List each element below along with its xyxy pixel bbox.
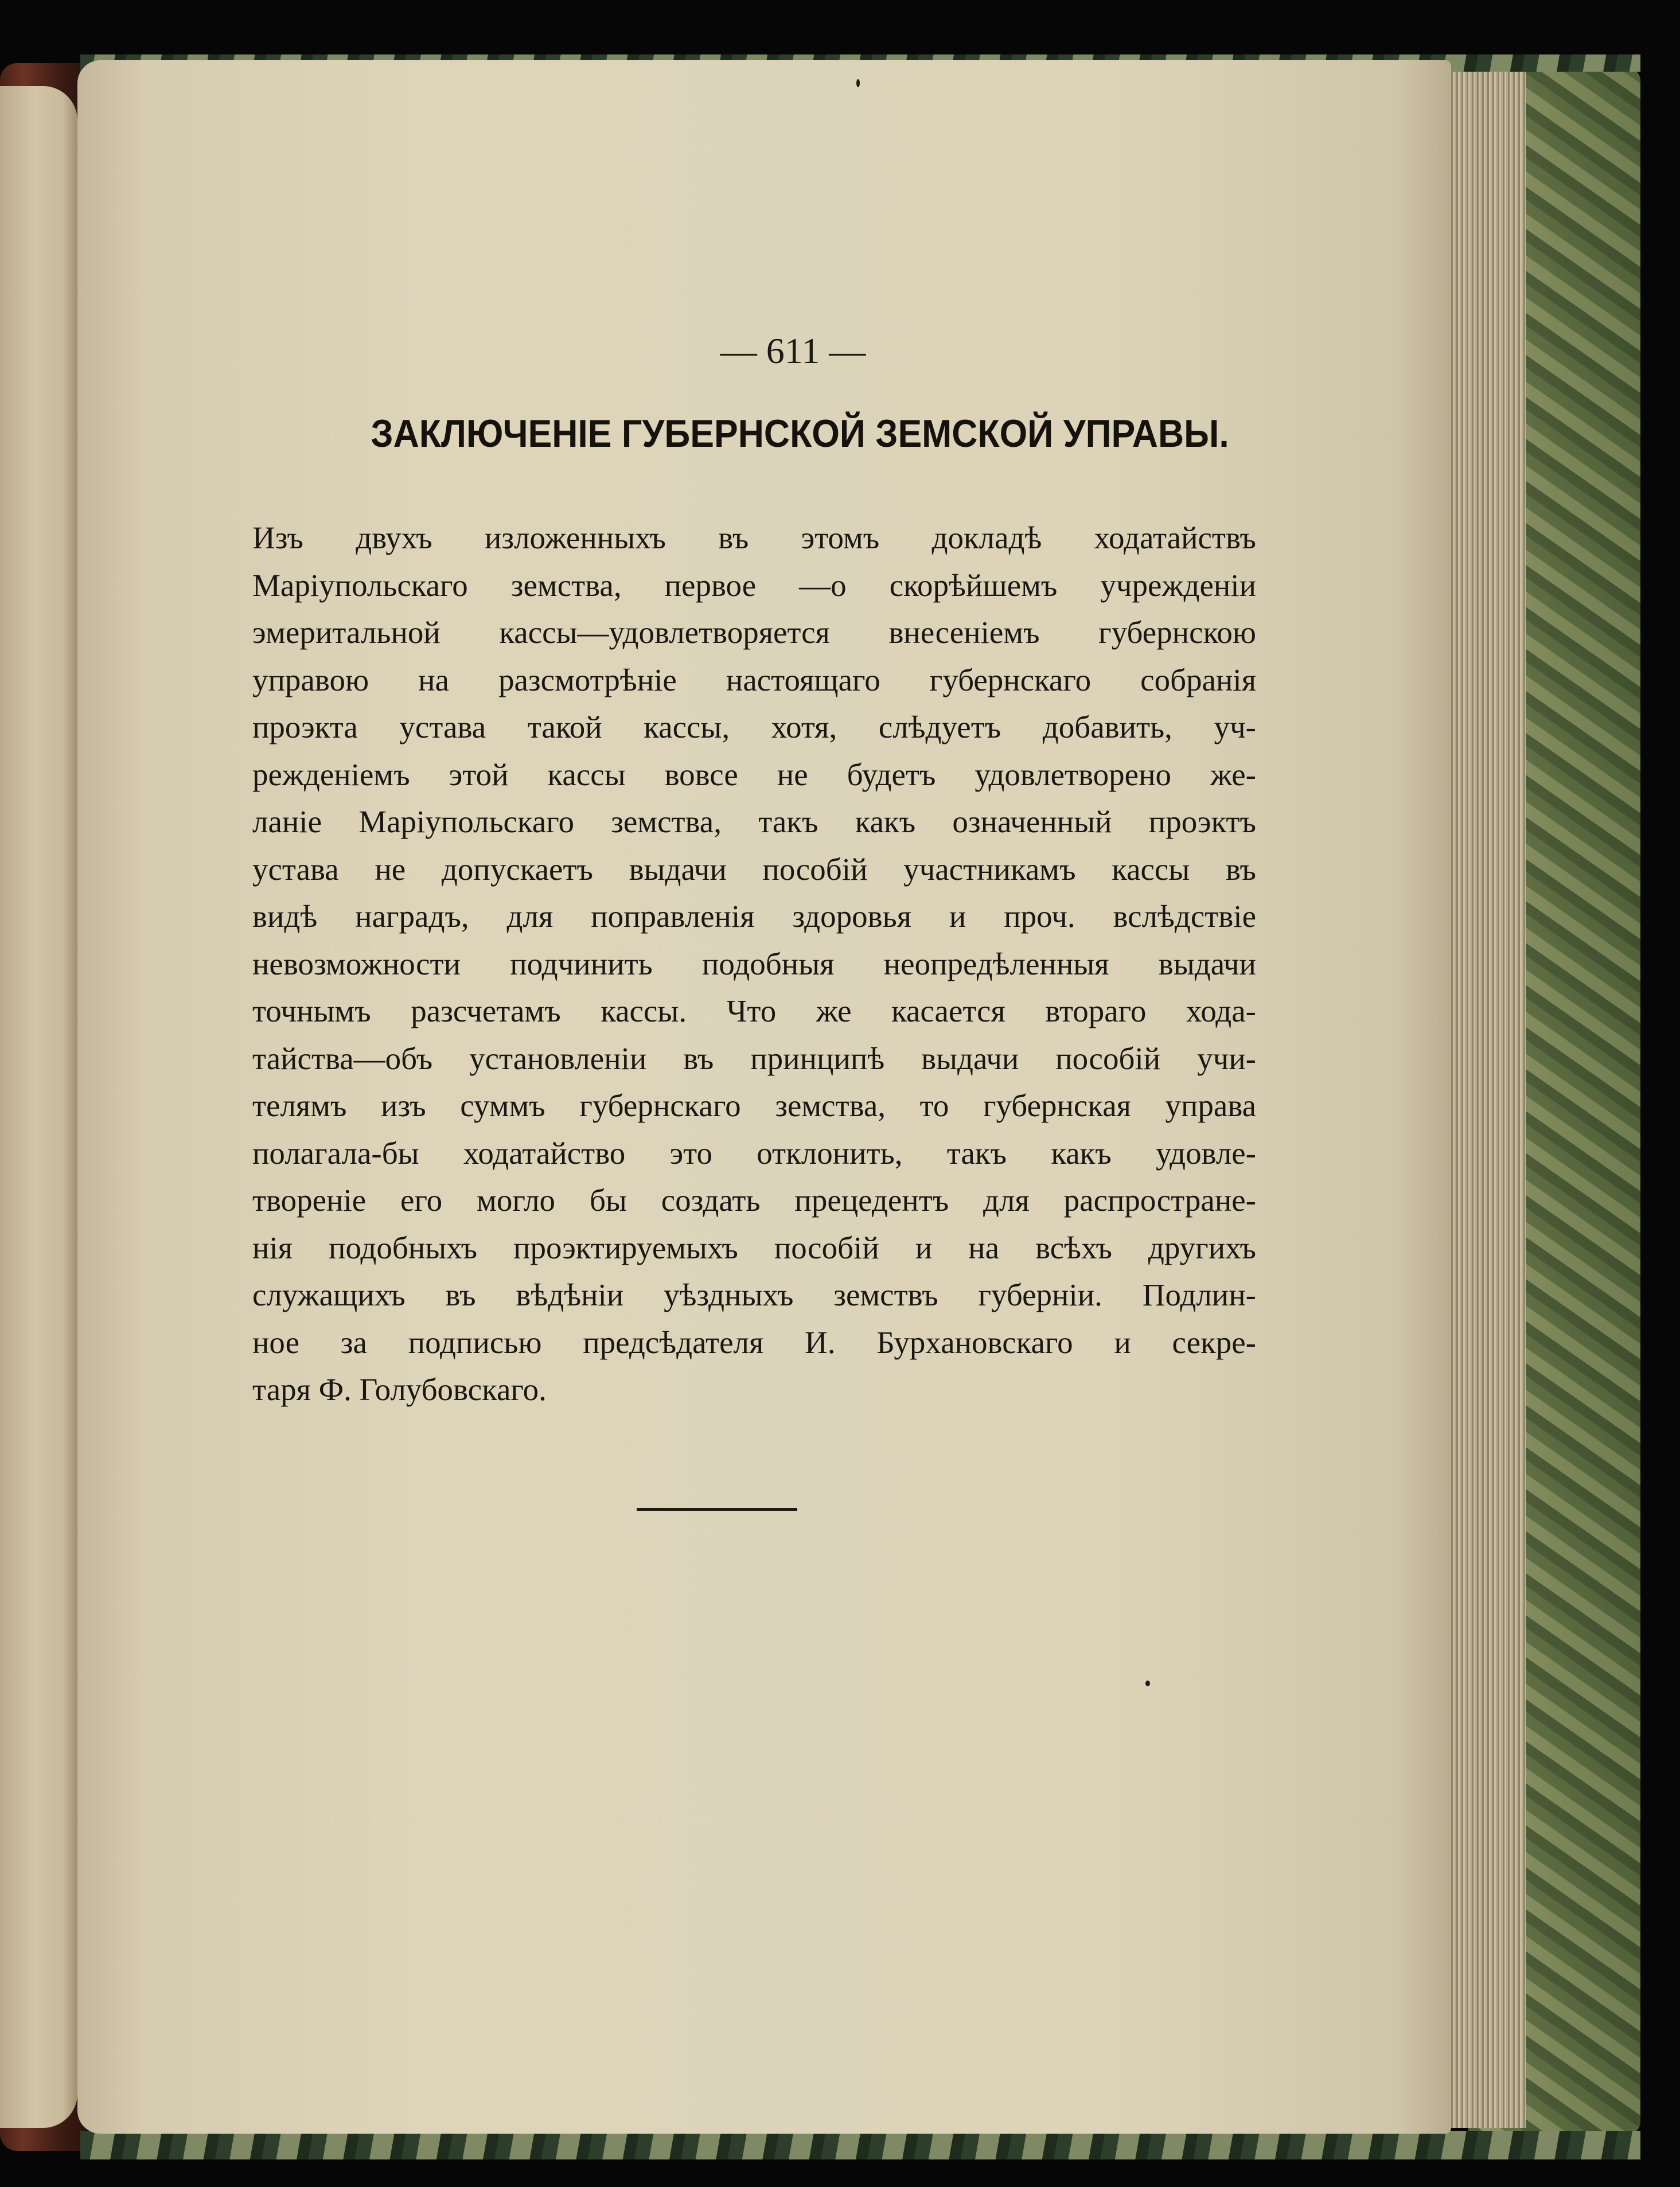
ink-speck	[1145, 1681, 1150, 1686]
bottom-cover-border	[80, 2131, 1640, 2159]
text-line: устава не допускаетъ выдачи пособій участникамъ кассы въ	[252, 851, 1256, 887]
closing-rule	[637, 1508, 797, 1511]
text-line: твореніе его могло бы создать прецедентъ для распростране-	[252, 1183, 1256, 1218]
text-line: режденіемъ этой кассы вовсе не будетъ удовлетворено же-	[252, 757, 1256, 792]
text-line: нія подобныхъ проэктируемыхъ пособій и на всѣхъ другихъ	[252, 1230, 1256, 1265]
book-page	[77, 60, 1451, 2134]
text-line: тайства—объ установленіи въ принципѣ выдачи пособій учи-	[252, 1040, 1256, 1076]
page-title: ЗАКЛЮЧЕНІЕ ГУБЕРНСКОЙ ЗЕМСКОЙ УПРАВЫ.	[371, 412, 1229, 455]
text-line: точнымъ разсчетамъ кассы. Что же касается втораго хода-	[252, 993, 1256, 1028]
text-line: ное за подписью предсѣдателя И. Бурхановскаго и секре-	[252, 1324, 1256, 1360]
previous-page-edge	[0, 86, 77, 2128]
text-line: таря Ф. Голубовскаго.	[252, 1372, 547, 1407]
page-number: — 611 —	[720, 330, 866, 371]
text-line: ланіе Маріупольскаго земства, такъ какъ означенный проэктъ	[252, 804, 1256, 839]
text-line: телямъ изъ суммъ губернскаго земства, то губернская управа	[252, 1088, 1256, 1123]
text-line: полагала-бы ходатайство это отклонить, такъ какъ удовле-	[252, 1135, 1256, 1171]
text-line: проэкта устава такой кассы, хотя, слѣдуетъ добавить, уч-	[252, 709, 1256, 744]
text-line: Маріупольскаго земства, первое —о скорѣйшемъ учрежденіи	[252, 567, 1256, 603]
text-line: видѣ наградъ, для поправленія здоровья и проч. вслѣдствіе	[252, 899, 1256, 934]
ink-speck	[856, 79, 860, 87]
text-line: управою на разсмотрѣніе настоящаго губернскаго собранія	[252, 662, 1256, 697]
text-line: Изъ двухъ изложенныхъ въ этомъ докладѣ ходатайствъ	[252, 520, 1256, 555]
text-line: служащихъ въ вѣдѣніи уѣздныхъ земствъ губерніи. Подлин-	[252, 1277, 1256, 1312]
body-text	[252, 514, 1256, 1414]
text-line: эмеритальной кассы—удовлетворяется внесеніемъ губернскою	[252, 615, 1256, 650]
text-line: невозможности подчинить подобныя неопредѣленныя выдачи	[252, 946, 1256, 981]
